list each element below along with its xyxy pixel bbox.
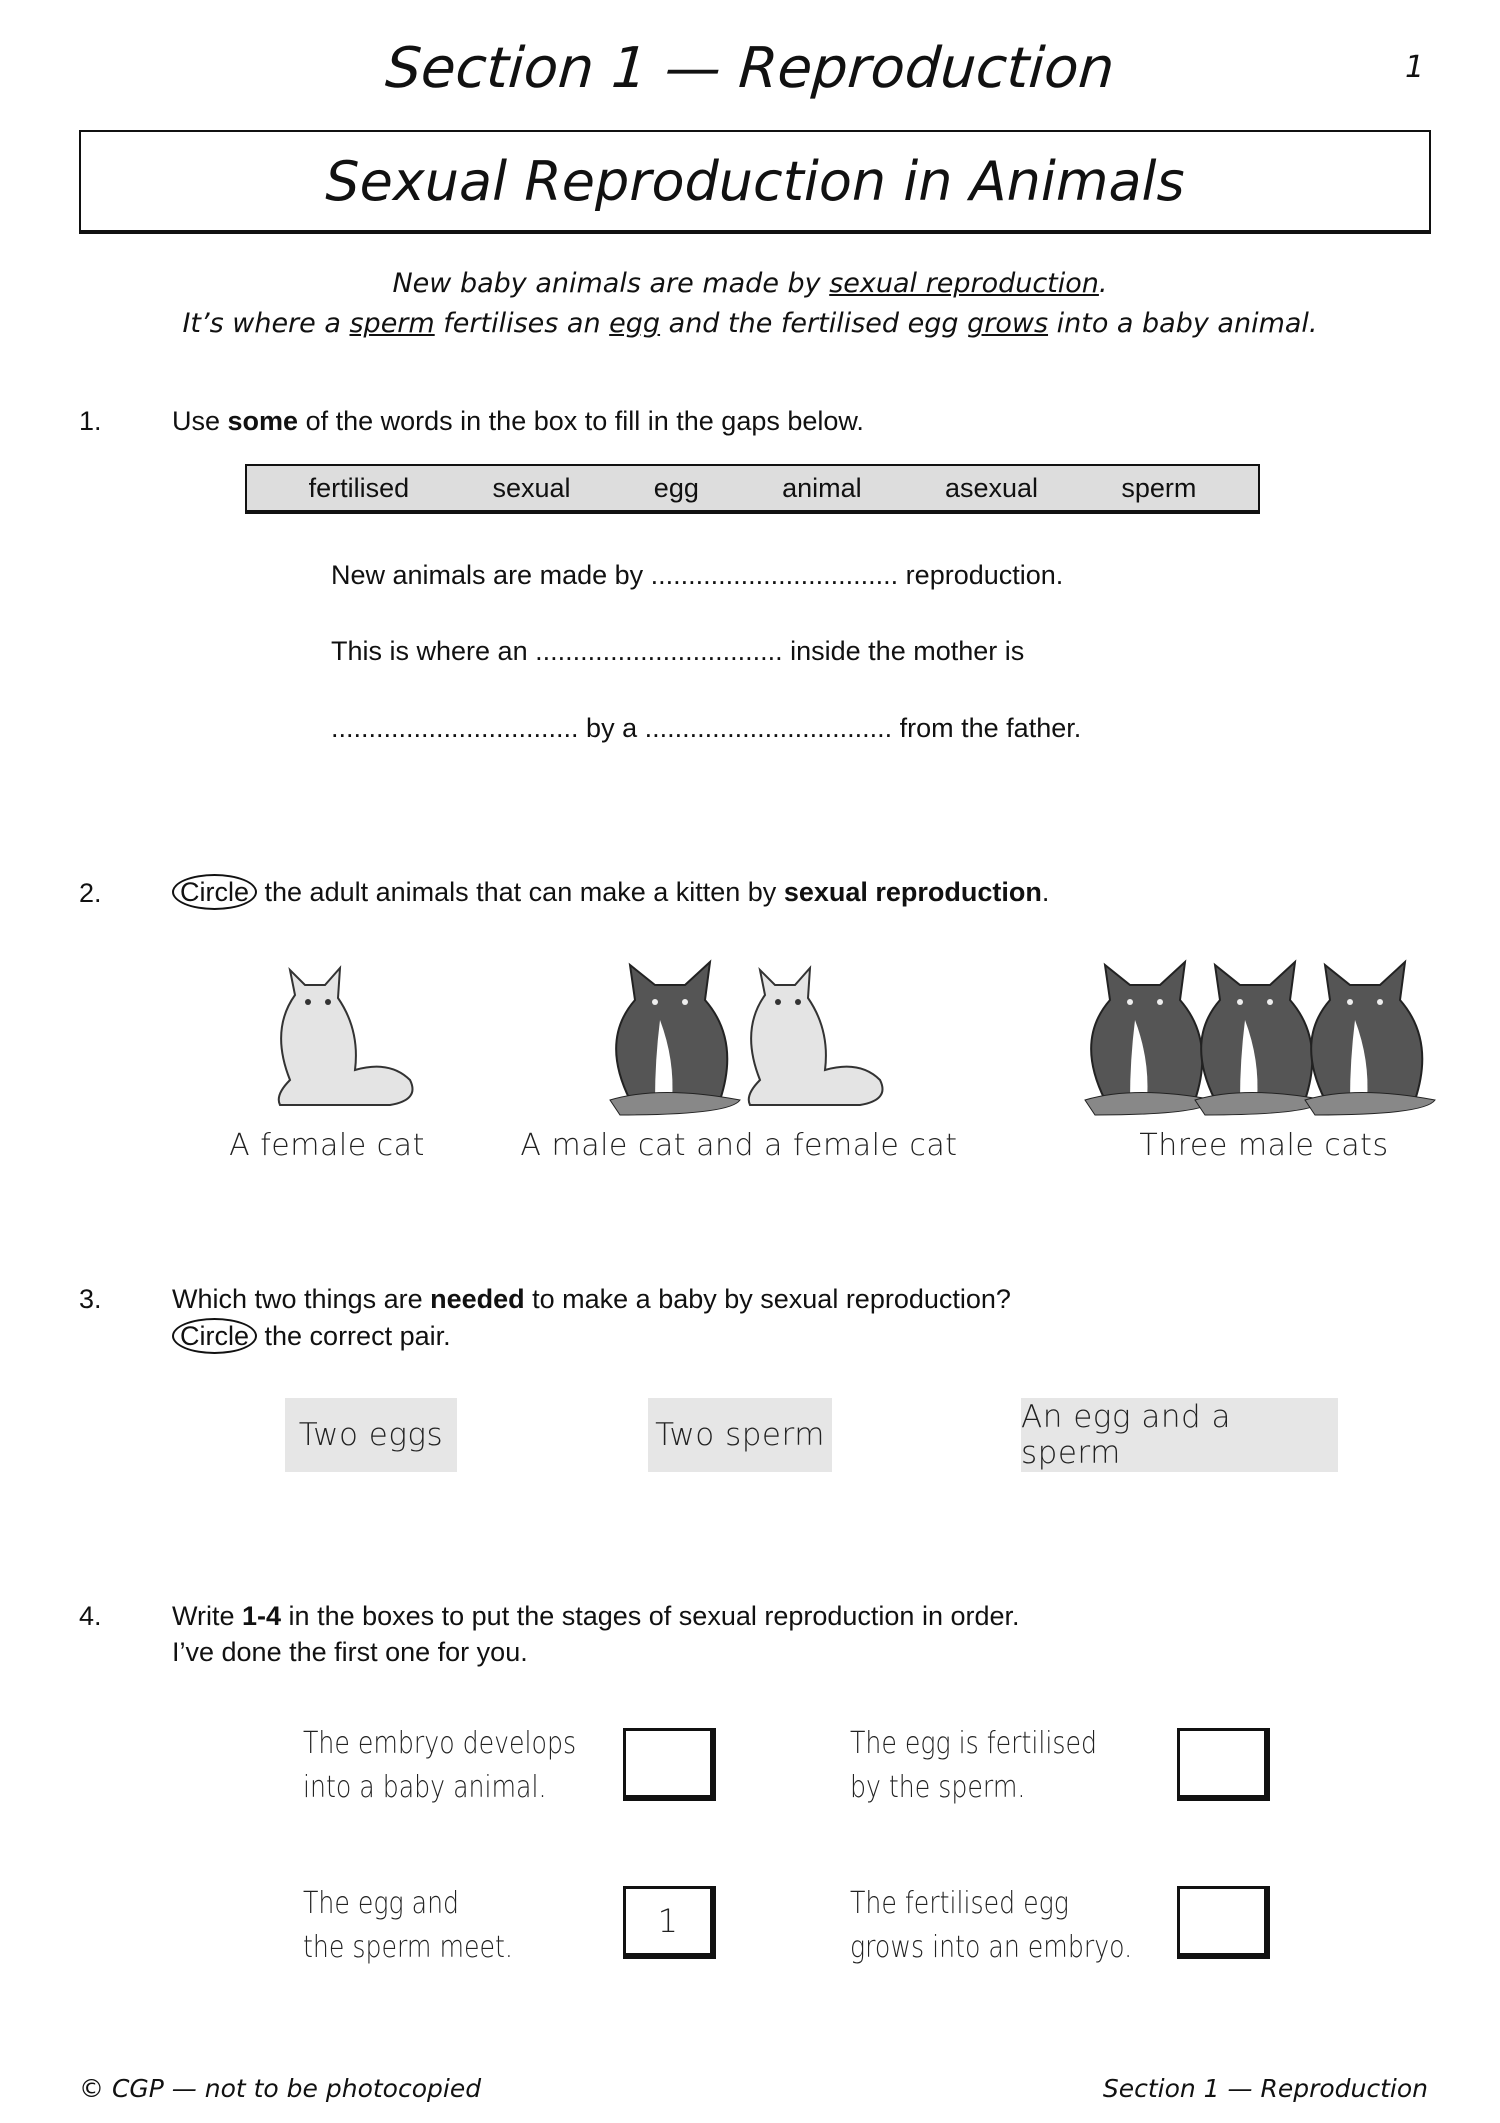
footer-section: Section 1 — Reproduction — [1102, 2074, 1428, 2103]
section-title: Section 1 — Reproduction — [383, 36, 1117, 101]
order-box-fertilised-egg-grows[interactable] — [1177, 1886, 1270, 1959]
intro-text: . — [1098, 268, 1108, 299]
q3-instruction-2 — [172, 1318, 451, 1354]
stage-line: The embryo develops — [303, 1726, 577, 1761]
stage-line: grows into an embryo. — [850, 1930, 1133, 1965]
stage-line: The fertilised egg — [850, 1886, 1069, 1921]
caption-three-male-cats: Three male cats — [1139, 1128, 1389, 1163]
intro-line-1 — [0, 268, 1500, 299]
word: sexual — [492, 472, 571, 503]
stage-line: The egg and — [303, 1886, 460, 1921]
q4-instruction-2: I’ve done the first one for you. — [172, 1637, 528, 1667]
text: . — [1041, 877, 1050, 907]
bold-text: some — [227, 406, 299, 436]
page-subtitle: Sexual Reproduction in Animals — [325, 150, 1185, 213]
intro-underlined: sexual reproduction — [829, 268, 1099, 299]
circled-word: Circle — [172, 874, 257, 910]
option-egg-and-sperm[interactable]: An egg and a sperm — [1021, 1398, 1338, 1472]
footer-copyright: © CGP — not to be photocopied — [79, 2074, 482, 2103]
bold-text: needed — [430, 1284, 525, 1314]
word: egg — [653, 472, 699, 503]
word: animal — [782, 472, 862, 503]
stage-line: The egg is fertilised — [850, 1726, 1098, 1761]
three-male-cats-option — [1085, 962, 1435, 1115]
intro-underlined: sperm — [349, 308, 435, 339]
text: the correct pair. — [257, 1321, 451, 1351]
caption-male-female-cat: A male cat and a female cat — [520, 1128, 958, 1163]
stage-line: into a baby animal. — [303, 1770, 547, 1805]
female-cat-option — [279, 968, 413, 1105]
male-and-female-cat-option — [610, 962, 883, 1115]
order-box-embryo-develops[interactable] — [623, 1728, 716, 1801]
cat-illustrations[interactable] — [0, 930, 1500, 1120]
intro-text: into a baby animal. — [1048, 308, 1318, 339]
intro-underlined: egg — [609, 308, 661, 339]
text: to make a baby by sexual reproduction? — [524, 1284, 1011, 1314]
intro-text: fertilises an — [434, 308, 610, 339]
q4-number: 4. — [79, 1601, 102, 1631]
text: Use — [172, 406, 228, 436]
title-box — [79, 130, 1431, 234]
caption-female-cat: A female cat — [229, 1128, 425, 1163]
gap-sentence-3[interactable]: ................................. by a ................................. from the father. — [331, 713, 1082, 743]
intro-text: New baby animals are made by — [392, 268, 830, 299]
text: of the words in the box to fill in the gaps below. — [298, 406, 864, 436]
word: asexual — [944, 472, 1039, 503]
q4-instruction-1 — [172, 1601, 1020, 1632]
stage-egg-sperm-meet — [303, 1882, 513, 1970]
intro-text: and the fertilised egg — [660, 308, 968, 339]
q1-instruction — [172, 406, 864, 437]
bold-text: 1-4 — [242, 1601, 282, 1631]
text: Which two things are — [172, 1284, 431, 1314]
bold-text: sexual reproduction — [783, 877, 1042, 907]
stage-line: the sperm meet. — [303, 1930, 513, 1965]
q2-instruction — [172, 874, 1049, 910]
order-box-egg-sperm-meet[interactable]: 1 — [623, 1886, 716, 1959]
page-number: 1 — [1405, 50, 1425, 85]
option-two-eggs[interactable]: Two eggs — [285, 1398, 457, 1472]
text: in the boxes to put the stages of sexual reproduction in order. — [281, 1601, 1020, 1631]
intro-underlined: grows — [967, 308, 1049, 339]
order-box-egg-fertilised[interactable] — [1177, 1728, 1270, 1801]
text: the adult animals that can make a kitten by — [257, 877, 784, 907]
intro-line-2 — [0, 308, 1500, 339]
q3-instruction-1 — [172, 1284, 1011, 1315]
option-two-sperm[interactable]: Two sperm — [648, 1398, 832, 1472]
q3-number: 3. — [79, 1284, 102, 1314]
word: fertilised — [308, 472, 410, 503]
stage-line: by the sperm. — [850, 1770, 1026, 1805]
stage-embryo-develops — [303, 1722, 576, 1810]
stage-fertilised-egg-grows — [850, 1882, 1132, 1970]
text: Write — [172, 1601, 243, 1631]
circled-word: Circle — [172, 1318, 257, 1354]
q1-number: 1. — [79, 406, 102, 436]
gap-sentence-1[interactable]: New animals are made by ................................. reproduction. — [331, 560, 1064, 590]
word: sperm — [1121, 472, 1197, 503]
q2-number: 2. — [79, 878, 102, 908]
intro-text: It’s where a — [182, 308, 350, 339]
stage-egg-fertilised — [850, 1722, 1097, 1810]
word-box — [245, 464, 1260, 514]
gap-sentence-2[interactable]: This is where an ................................. inside the mother is — [331, 636, 1025, 666]
